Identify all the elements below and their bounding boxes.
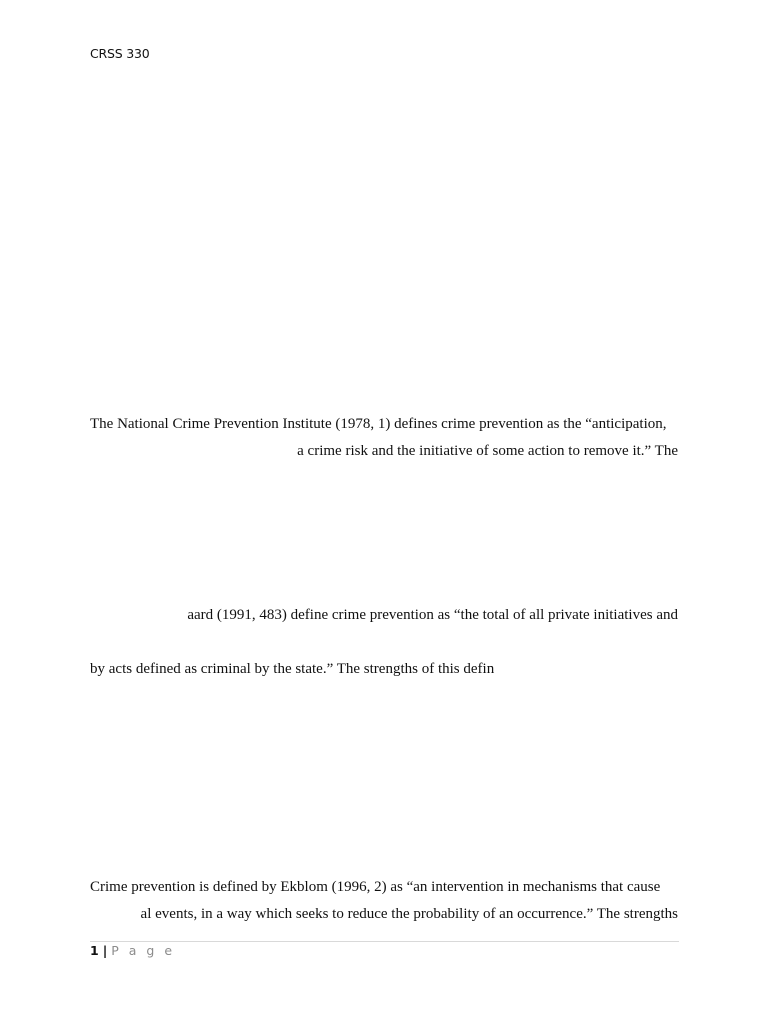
body-line-6: al events, in a way which seeks to reduce the probability of an occurrence.” The strengths bbox=[140, 906, 678, 922]
page-label: P a g e bbox=[111, 943, 176, 958]
page-number: 1 bbox=[90, 943, 99, 958]
body-line-3: aard (1991, 483) define crime prevention as “the total of all private initiatives and bbox=[187, 607, 678, 623]
page-separator: | bbox=[102, 943, 108, 958]
body-line-4: by acts defined as criminal by the state.” The strengths of this defin bbox=[90, 661, 495, 677]
footer-divider bbox=[90, 941, 679, 942]
body-line-5: Crime prevention is defined by Ekblom (1996, 2) as “an intervention in mechanisms that cause bbox=[90, 879, 661, 895]
body-line-1: The National Crime Prevention Institute (1978, 1) defines crime prevention as the “anticipation, bbox=[90, 416, 667, 432]
body-line-2: a crime risk and the initiative of some action to remove it.” The bbox=[297, 443, 678, 459]
course-code-header: CRSS 330 bbox=[90, 46, 150, 61]
page-footer bbox=[90, 943, 175, 958]
